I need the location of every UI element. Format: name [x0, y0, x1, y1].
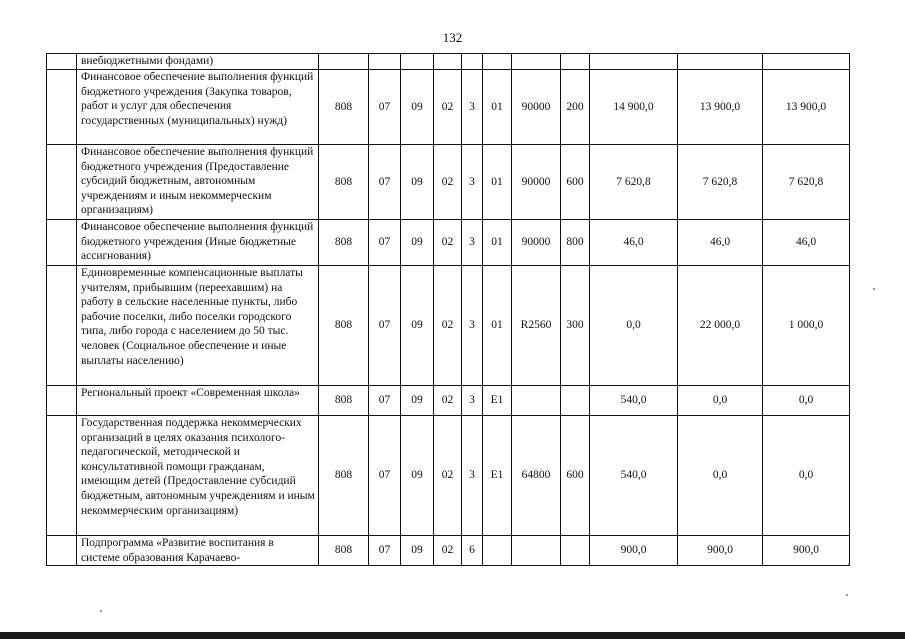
budget-table [46, 53, 850, 566]
row-number-cell [47, 416, 77, 536]
activity-cell: 01 [483, 220, 512, 266]
table-row [47, 416, 850, 536]
direction-cell: R2560 [512, 266, 561, 386]
row-number-cell [47, 220, 77, 266]
value-year-3-cell: 900,0 [763, 536, 850, 566]
description-cell: Подпрограмма «Развитие воспитания в системе образования Карачаево- [77, 536, 319, 566]
section-cell [369, 54, 401, 70]
row-number-cell [47, 145, 77, 220]
value-year-3-cell: 0,0 [763, 386, 850, 416]
section-cell: 07 [369, 386, 401, 416]
code-808-cell: 808 [319, 220, 369, 266]
section-cell: 07 [369, 145, 401, 220]
scan-edge [0, 632, 905, 639]
expense-type-cell [561, 536, 590, 566]
description-cell: Региональный проект «Современная школа» [77, 386, 319, 416]
direction-cell: 90000 [512, 70, 561, 145]
code-808-cell: 808 [319, 266, 369, 386]
code-808-cell: 808 [319, 70, 369, 145]
section-cell: 07 [369, 536, 401, 566]
direction-cell: 90000 [512, 145, 561, 220]
table-row [47, 145, 850, 220]
value-year-3-cell: 7 620,8 [763, 145, 850, 220]
value-year-3-cell: 46,0 [763, 220, 850, 266]
value-year-2-cell: 0,0 [678, 386, 763, 416]
row-number-cell [47, 70, 77, 145]
table-row [47, 54, 850, 70]
table-row [47, 266, 850, 386]
value-year-3-cell [763, 54, 850, 70]
row-number-cell [47, 266, 77, 386]
value-year-1-cell: 14 900,0 [590, 70, 678, 145]
expense-type-cell: 600 [561, 145, 590, 220]
subsection-cell: 09 [401, 145, 434, 220]
value-year-2-cell: 46,0 [678, 220, 763, 266]
program-cell: 02 [434, 70, 462, 145]
value-year-1-cell: 900,0 [590, 536, 678, 566]
table-row [47, 386, 850, 416]
value-year-2-cell: 7 620,8 [678, 145, 763, 220]
activity-cell: E1 [483, 386, 512, 416]
program-cell: 02 [434, 145, 462, 220]
direction-cell: 64800 [512, 416, 561, 536]
expense-type-cell: 600 [561, 416, 590, 536]
program-cell: 02 [434, 220, 462, 266]
value-year-1-cell: 0,0 [590, 266, 678, 386]
program-cell: 02 [434, 536, 462, 566]
value-year-1-cell: 7 620,8 [590, 145, 678, 220]
scan-speck [100, 610, 102, 612]
value-year-1-cell: 540,0 [590, 416, 678, 536]
description-cell: Финансовое обеспечение выполнения функций бюджетного учреждения (Закупка товаров, работ и услуг для обеспечения государственных (муниципальных) нужд) [77, 70, 319, 145]
value-year-1-cell: 46,0 [590, 220, 678, 266]
value-year-1-cell: 540,0 [590, 386, 678, 416]
subprogram-cell: 3 [462, 386, 483, 416]
value-year-1-cell [590, 54, 678, 70]
activity-cell: 01 [483, 266, 512, 386]
value-year-2-cell: 22 000,0 [678, 266, 763, 386]
code-808-cell [319, 54, 369, 70]
subsection-cell [401, 54, 434, 70]
subprogram-cell: 3 [462, 416, 483, 536]
expense-type-cell: 300 [561, 266, 590, 386]
code-808-cell: 808 [319, 416, 369, 536]
code-808-cell: 808 [319, 145, 369, 220]
section-cell: 07 [369, 70, 401, 145]
subsection-cell: 09 [401, 416, 434, 536]
activity-cell: E1 [483, 416, 512, 536]
program-cell: 02 [434, 416, 462, 536]
scan-speck [846, 594, 848, 596]
scan-speck [848, 563, 850, 565]
subprogram-cell [462, 54, 483, 70]
code-808-cell: 808 [319, 386, 369, 416]
table-row [47, 536, 850, 566]
code-808-cell: 808 [319, 536, 369, 566]
description-cell: Финансовое обеспечение выполнения функций бюджетного учреждения (Предоставление субсидий бюджетным, автономным учреждениям и иным некоммерческим организациям) [77, 145, 319, 220]
row-number-cell [47, 536, 77, 566]
subprogram-cell: 3 [462, 70, 483, 145]
row-number-cell [47, 386, 77, 416]
subsection-cell: 09 [401, 536, 434, 566]
value-year-2-cell: 0,0 [678, 416, 763, 536]
expense-type-cell: 800 [561, 220, 590, 266]
subprogram-cell: 6 [462, 536, 483, 566]
row-number-cell [47, 54, 77, 70]
description-cell: Финансовое обеспечение выполнения функций бюджетного учреждения (Иные бюджетные ассигнования) [77, 220, 319, 266]
expense-type-cell [561, 54, 590, 70]
scan-speck [873, 288, 875, 290]
subprogram-cell: 3 [462, 266, 483, 386]
value-year-2-cell [678, 54, 763, 70]
page-number: 132 [442, 30, 463, 45]
expense-type-cell: 200 [561, 70, 590, 145]
section-cell: 07 [369, 266, 401, 386]
description-cell: Государственная поддержка некоммерческих организаций в целях оказания психолого-педагогической, методической и консультативной помощи гражданам, имеющим детей (Предоставление субсидий бюджетным, автономным учреждениям и иным некоммерческим организациям) [77, 416, 319, 536]
subsection-cell: 09 [401, 386, 434, 416]
direction-cell [512, 536, 561, 566]
direction-cell [512, 54, 561, 70]
description-cell: Единовременные компенсационные выплаты учителям, прибывшим (переехавшим) на работу в сельские населенные пункты, либо рабочие поселки, либо поселки городского типа, либо города с населением до 50 тыс. человек (Социальное обеспечение и иные выплаты населению) [77, 266, 319, 386]
budget-table-body [47, 54, 850, 566]
value-year-3-cell: 0,0 [763, 416, 850, 536]
value-year-2-cell: 900,0 [678, 536, 763, 566]
subprogram-cell: 3 [462, 220, 483, 266]
subsection-cell: 09 [401, 266, 434, 386]
activity-cell: 01 [483, 145, 512, 220]
section-cell: 07 [369, 416, 401, 536]
direction-cell: 90000 [512, 220, 561, 266]
table-row [47, 220, 850, 266]
table-row [47, 70, 850, 145]
value-year-3-cell: 13 900,0 [763, 70, 850, 145]
program-cell [434, 54, 462, 70]
activity-cell [483, 54, 512, 70]
subsection-cell: 09 [401, 220, 434, 266]
value-year-3-cell: 1 000,0 [763, 266, 850, 386]
expense-type-cell [561, 386, 590, 416]
program-cell: 02 [434, 266, 462, 386]
subprogram-cell: 3 [462, 145, 483, 220]
program-cell: 02 [434, 386, 462, 416]
activity-cell [483, 536, 512, 566]
subsection-cell: 09 [401, 70, 434, 145]
direction-cell [512, 386, 561, 416]
description-cell: внебюджетными фондами) [77, 54, 319, 70]
section-cell: 07 [369, 220, 401, 266]
activity-cell: 01 [483, 70, 512, 145]
value-year-2-cell: 13 900,0 [678, 70, 763, 145]
